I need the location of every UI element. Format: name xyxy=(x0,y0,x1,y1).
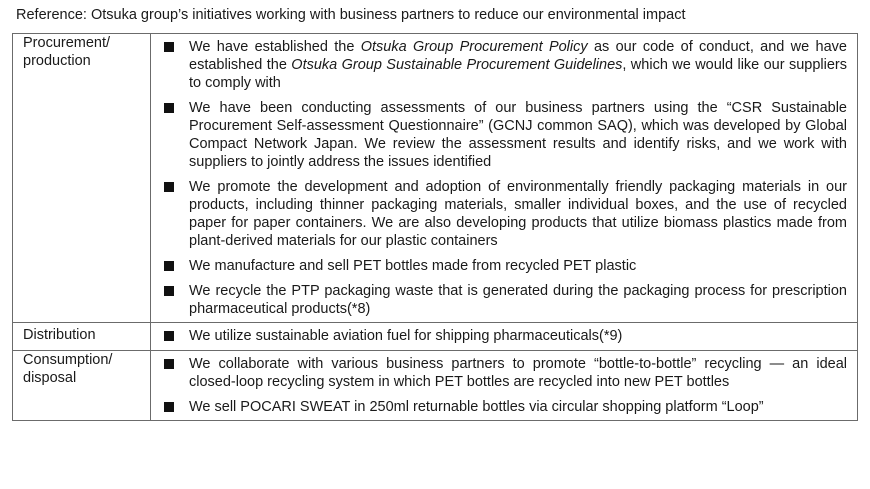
list-item: We have been conducting assessments of our business partners using the “CSR Sustainable Procurement Self-assessment Questionnaire” (GCNJ common SAQ), which was developed by Global Compact Network Japan. We review the assessment results and identify risks, and we work with suppliers to jointly address the issues identified xyxy=(159,99,847,171)
table-row-consumption xyxy=(13,351,858,421)
items-cell xyxy=(151,34,858,323)
square-bullet-icon xyxy=(164,261,174,271)
list-item: We promote the development and adoption of environmentally friendly packaging materials in our products, including thinner packaging materials, smaller individual boxes, and the use of recycled paper for paper containers. We are also developing products that utilize biomass plastics made from plant-derived materials for our plastic containers xyxy=(159,178,847,250)
square-bullet-icon xyxy=(164,331,174,341)
guidelines-title: Otsuka Group Sustainable Procurement Guidelines xyxy=(291,57,623,73)
table-caption: Reference: Otsuka group’s initiatives working with business partners to reduce our environmental impact xyxy=(16,7,686,23)
policy-title: Otsuka Group Procurement Policy xyxy=(360,39,588,55)
category-cell xyxy=(13,323,151,351)
category-label: Procurement/ production xyxy=(23,35,111,69)
category-cell xyxy=(13,34,151,323)
square-bullet-icon xyxy=(164,103,174,113)
square-bullet-icon xyxy=(164,286,174,296)
category-cell xyxy=(13,351,151,421)
category-label: Distribution xyxy=(23,327,96,343)
square-bullet-icon xyxy=(164,359,174,369)
table-row-distribution xyxy=(13,323,858,351)
list-item: We have established the Otsuka Group Procurement Policy as our code of conduct, and we have established the Otsuka Group Sustainable Procurement Guidelines, which we would like our suppliers to comply with xyxy=(159,38,847,92)
list-item: We recycle the PTP packaging waste that is generated during the packaging process for prescription pharmaceutical products(*8) xyxy=(159,282,847,318)
square-bullet-icon xyxy=(164,182,174,192)
category-label: Consumption/ disposal xyxy=(23,352,113,386)
items-cell xyxy=(151,323,858,351)
list-item: We utilize sustainable aviation fuel for shipping pharmaceuticals(*9) xyxy=(159,327,847,345)
table-row-procurement xyxy=(13,34,858,323)
list-item: We sell POCARI SWEAT in 250ml returnable bottles via circular shopping platform “Loop” xyxy=(159,398,847,416)
initiatives-table xyxy=(12,33,858,421)
list-item: We manufacture and sell PET bottles made from recycled PET plastic xyxy=(159,257,847,275)
square-bullet-icon xyxy=(164,402,174,412)
square-bullet-icon xyxy=(164,42,174,52)
items-cell xyxy=(151,351,858,421)
list-item: We collaborate with various business partners to promote “bottle-to-bottle” recycling — an ideal closed-loop recycling system in which PET bottles are recycled into new PET bottles xyxy=(159,355,847,391)
